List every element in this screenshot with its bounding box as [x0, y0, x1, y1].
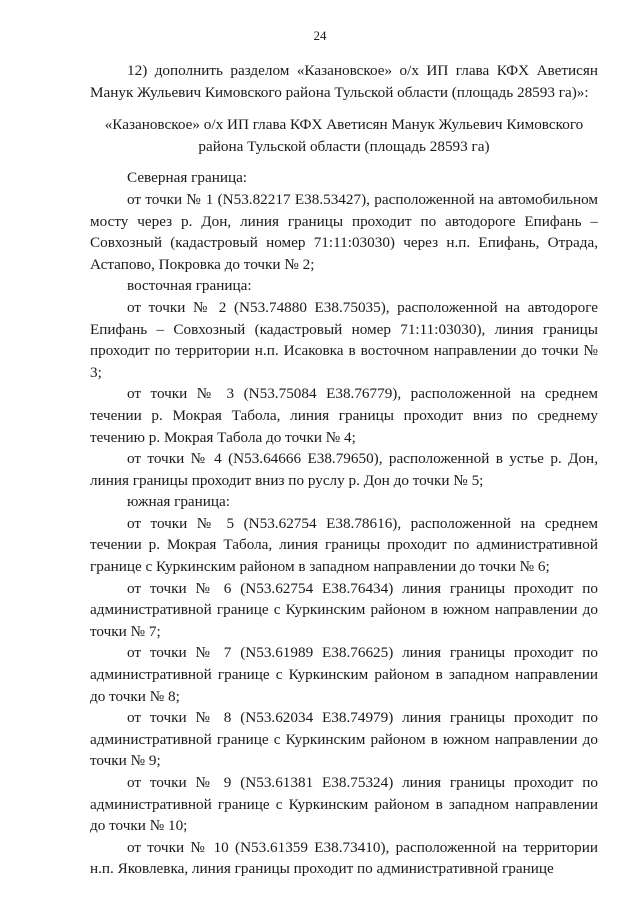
paragraph-point-9: от точки № 9 (N53.61381 E38.75324) линия границы проходит по административной границе с Куркинским районом в западном направлении до точки № 10; [90, 774, 598, 835]
paragraph-point-8: от точки № 8 (N53.62034 E38.74979) линия границы проходит по административной границе с Куркинским районом в южном направлении до точки № 9; [90, 709, 598, 770]
paragraph-point-7: от точки № 7 (N53.61989 E38.76625) линия границы проходит по административной границе с Куркинским районом в западном направлении до точки № 8; [90, 644, 598, 705]
page-number: 24 [313, 28, 327, 43]
section-title: «Казановское» о/х ИП глава КФХ Аветисян Манук Жульевич Кимовского района Тульской области (площадь 28593 га) [104, 116, 584, 155]
paragraph-north-heading: Северная граница: [127, 169, 248, 187]
intro-paragraph: 12) дополнить разделом «Казановское» о/х ИП глава КФХ Аветисян Манук Жульевич Кимовского района Тульской области (площадь 28593 га)»: [90, 62, 598, 101]
paragraph-south-heading: южная граница: [127, 493, 231, 511]
document-body [90, 60, 598, 880]
paragraph-point-6: от точки № 6 (N53.62754 E38.76434) линия границы проходит по административной границе с Куркинским районом в южном направлении до точки № 7; [90, 579, 598, 640]
paragraph-point-4: от точки № 4 (N53.64666 E38.79650), расположенной в устье р. Дон, линия границы проходит вниз по руслу р. Дон до точки № 5; [90, 450, 598, 489]
paragraph-point-1: от точки № 1 (N53.82217 E38.53427), расположенной на автомобильном мосту через р. Дон, линия границы проходит по автодороге Епифань – Совхозный (кадастровый номер 71:11:03030) через н.п. Епифань, Отрада, Астапово, Покровка до точки № 2; [90, 190, 598, 273]
paragraph-point-3: от точки № 3 (N53.75084 E38.76779), расположенной на среднем течении р. Мокрая Табола, линия границы проходит вниз по среднему течению р. Мокрая Табола до точки № 4; [90, 385, 598, 446]
paragraph-east-heading: восточная граница: [127, 277, 252, 295]
paragraph-point-10: от точки № 10 (N53.61359 E38.73410), расположенной на территории н.п. Яковлевка, линия границы проходит по административной границе [90, 838, 598, 878]
paragraph-point-5: от точки № 5 (N53.62754 E38.78616), расположенной на среднем течении р. Мокрая Табола, линия границы проходит по административной границе с Куркинским районом в западном направлении до точки № 6; [90, 514, 598, 576]
paragraph-point-2: от точки № 2 (N53.74880 E38.75035), расположенной на автодороге Епифань – Совхозный (кадастровый номер 71:11:03030), линия границы проходит по территории н.п. Исаковка в восточном направлении до точки № 3; [90, 298, 598, 381]
